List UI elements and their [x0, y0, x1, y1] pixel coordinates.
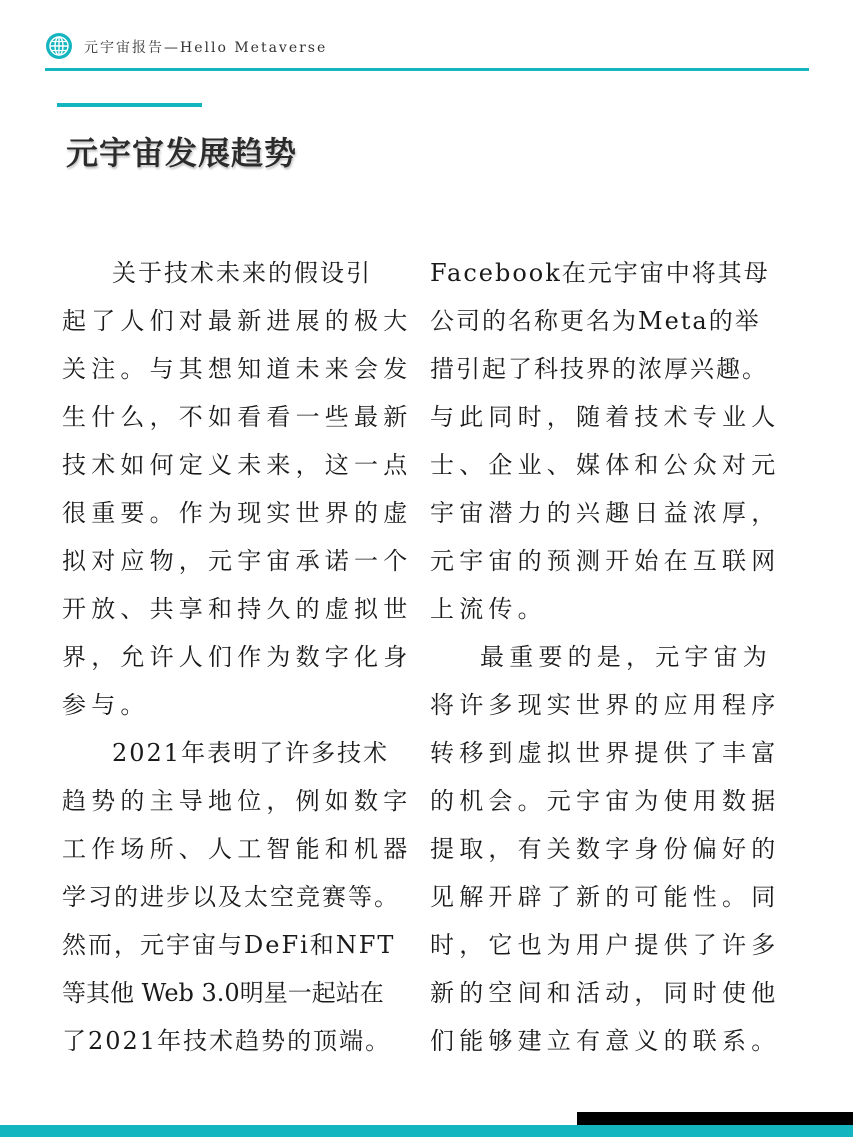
- footer-black-bar: [577, 1112, 853, 1126]
- left-column: [62, 249, 414, 1065]
- text-line: 元宇宙的预测开始在互联网: [430, 547, 781, 575]
- page-title: 元宇宙发展趋势: [66, 134, 298, 172]
- text-line: 上流传。: [430, 595, 547, 623]
- text-line: 时，它也为用户提供了许多: [430, 931, 781, 959]
- text-line: 宇宙潜力的兴趣日益浓厚，: [430, 499, 781, 527]
- text-line: 了2021年技术趋势的顶端。: [62, 1027, 392, 1055]
- text-line: 与此同时，随着技术专业人: [430, 403, 781, 431]
- text-line: 新的空间和活动，同时使他: [430, 979, 781, 1007]
- text-line: Facebook在元宇宙中将其母: [430, 259, 770, 287]
- text-line: 等其他 Web 3.0明星一起站在: [62, 979, 384, 1007]
- text-line: 们能够建立有意义的联系。: [430, 1027, 781, 1055]
- text-line: 提取，有关数字身份偏好的: [430, 835, 781, 863]
- text-line: 起了人们对最新进展的极大: [62, 307, 413, 335]
- text-line: 技术如何定义未来，这一点: [62, 451, 413, 479]
- text-line: 将许多现实世界的应用程序: [430, 691, 781, 719]
- text-line: 学习的进步以及太空竞赛等。: [62, 883, 400, 911]
- text-line: 最重要的是，元宇宙为: [480, 643, 772, 671]
- text-line: 工作场所、人工智能和机器: [62, 835, 413, 863]
- text-line: 公司的名称更名为Meta的举: [430, 307, 761, 335]
- text-line: 关注。与其想知道未来会发: [62, 355, 413, 383]
- text-line: 参与。: [62, 691, 150, 719]
- text-line: 的机会。元宇宙为使用数据: [430, 787, 781, 815]
- text-line: 拟对应物，元宇宙承诺一个: [62, 547, 413, 575]
- text-line: 开放、共享和持久的虚拟世: [62, 595, 413, 623]
- text-line: 见解开辟了新的可能性。同: [430, 883, 781, 911]
- text-line: 关于技术未来的假设引: [112, 259, 372, 287]
- text-line: 士、企业、媒体和公众对元: [430, 451, 781, 479]
- text-line: 然而，元宇宙与DeFi和NFT: [62, 931, 396, 959]
- header-divider: [45, 68, 809, 71]
- text-line: 措引起了科技界的浓厚兴趣。: [430, 355, 768, 383]
- title-accent-bar: [57, 103, 202, 107]
- text-line: 转移到虚拟世界提供了丰富: [430, 739, 781, 767]
- text-line: 趋势的主导地位，例如数字: [62, 787, 413, 815]
- right-column: [430, 249, 790, 1065]
- footer-accent-bar: [0, 1125, 853, 1137]
- text-line: 界，允许人们作为数字化身: [62, 643, 413, 671]
- globe-icon: [45, 32, 73, 60]
- header-title: 元宇宙报告—Hello Metaverse: [84, 40, 328, 56]
- text-line: 2021年表明了许多技术: [112, 739, 390, 767]
- text-line: 很重要。作为现实世界的虚: [62, 499, 413, 527]
- text-line: 生什么，不如看看一些最新: [62, 403, 413, 431]
